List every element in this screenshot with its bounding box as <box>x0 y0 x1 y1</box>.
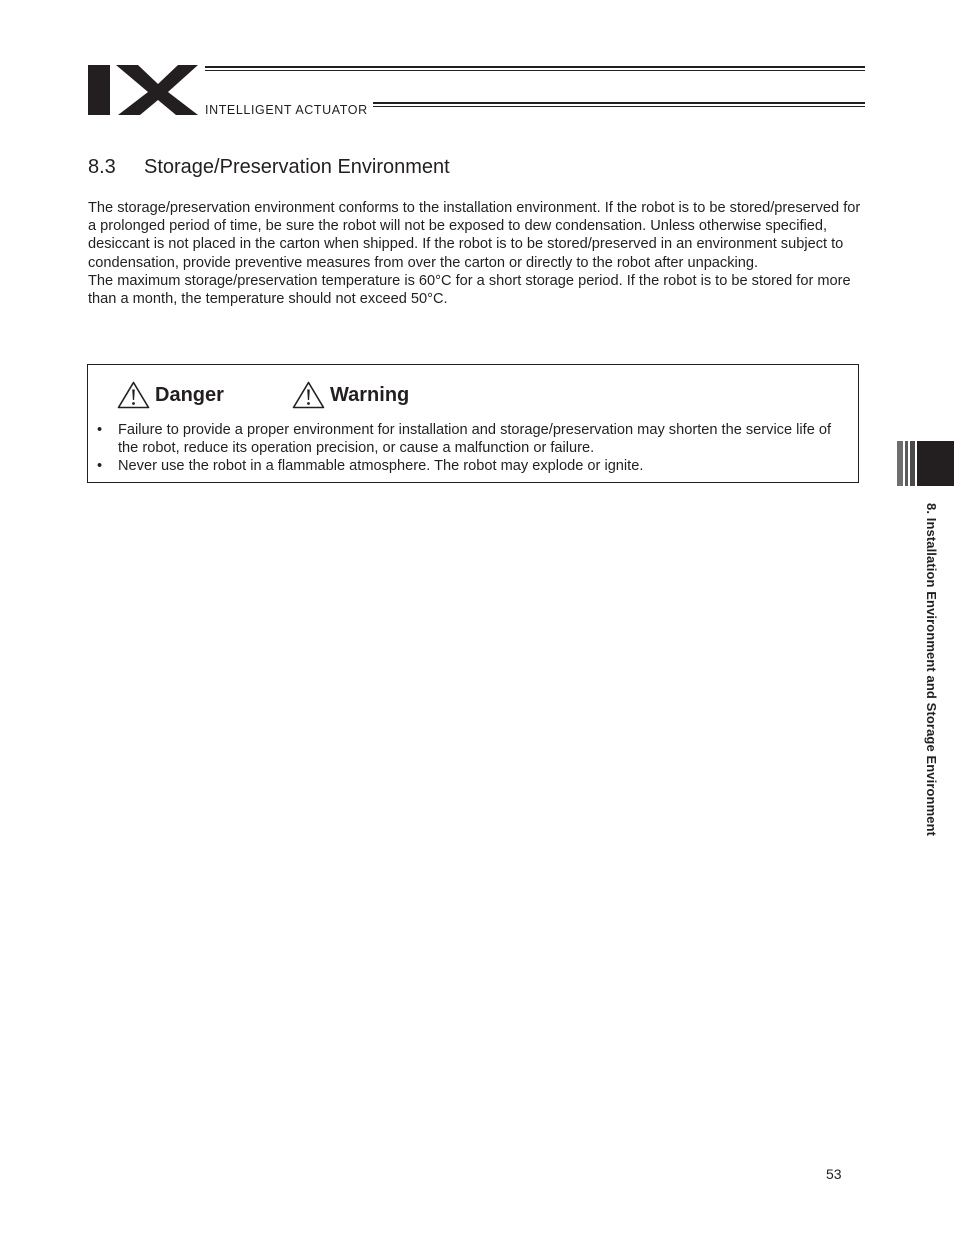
list-item <box>96 457 848 475</box>
section-number: 8.3 <box>88 156 116 178</box>
danger-label: Danger <box>155 383 224 406</box>
bullet: • <box>97 422 103 438</box>
header-rule-top <box>205 66 865 71</box>
chapter-tab <box>897 441 954 486</box>
section-heading <box>88 156 450 179</box>
caution-list <box>96 421 848 476</box>
list-item <box>96 421 848 457</box>
warning-label: Warning <box>330 383 410 406</box>
page-number: 53 <box>826 1166 842 1182</box>
brand-tagline: INTELLIGENT ACTUATOR <box>205 103 368 117</box>
chapter-side-label: 8. Installation Environment and Storage Environment <box>924 503 939 837</box>
header-rule-bottom <box>373 102 865 107</box>
section-title: Storage/Preservation Environment <box>144 156 450 178</box>
warning-label-group <box>292 381 409 409</box>
warning-triangle-icon <box>292 381 325 409</box>
bullet: • <box>97 458 103 475</box>
ix-logo-mark <box>88 62 200 116</box>
section-body <box>88 199 868 308</box>
caution-box <box>87 364 859 483</box>
body-paragraph: The storage/preservation environment conforms to the installation environment. If the robot is to be stored/preserved for a prolonged period of time, be sure the robot will not be exposed to dew condensation. Unless otherwise specified, desiccant is not placed in the carton when shipped. If the robot is to be stored/preserved in an environment subject to condensation, provide preventive measures from over the carton or directly to the robot after unpacking. <box>88 200 861 271</box>
body-paragraph: The maximum storage/preservation temperature is 60°C for a short storage period. If the robot is to be stored for more than a month, the temperature should not exceed 50°C. <box>88 272 851 308</box>
ix-logo <box>88 62 200 116</box>
danger-label-group <box>117 381 224 409</box>
warning-triangle-icon <box>117 381 150 409</box>
caution-item-text: Never use the robot in a flammable atmosphere. The robot may explode or ignite. <box>118 458 644 475</box>
caution-item-text: Failure to provide a proper environment for installation and storage/preservation may shorten the service life of the robot, reduce its operation precision, or cause a malfunction or failure. <box>118 422 832 457</box>
